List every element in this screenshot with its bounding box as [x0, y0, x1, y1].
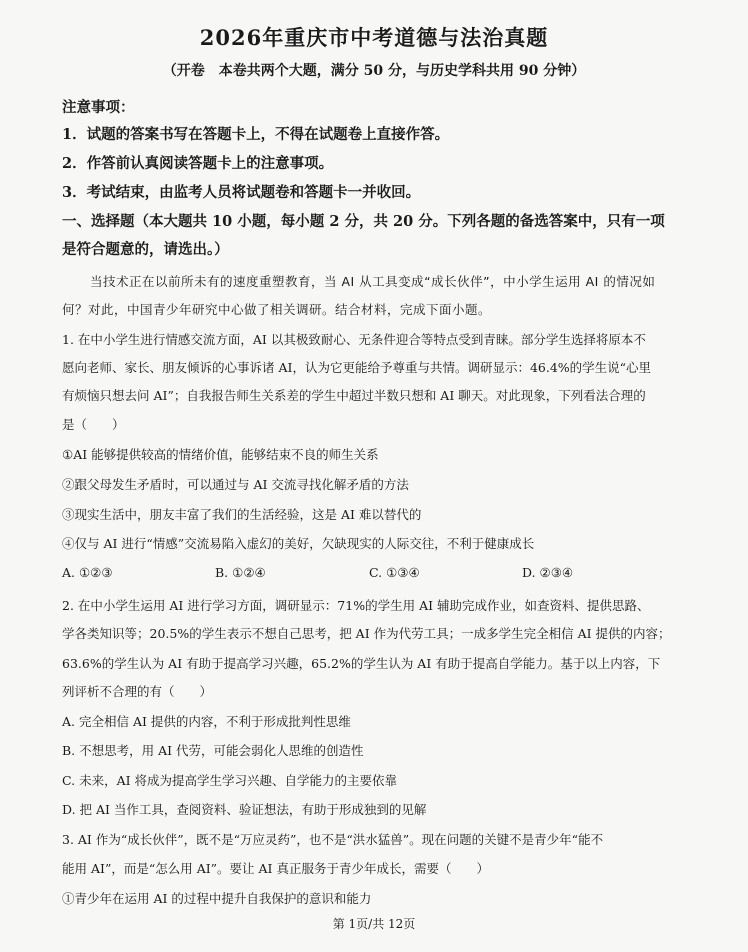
- question-stem: 有烦恼只想去问 AI”；自我报告师生关系差的学生中超过半数只想和 AI 聊天。对此现象，下列看法合理的: [62, 388, 646, 403]
- intro-text: 当技术正在以前所未有的速度重塑教育，当 AI 从工具变成“成长伙伴”，中小学生运用 AI 的情况如: [90, 274, 656, 289]
- option-d[interactable]: D. ②③④: [522, 565, 574, 580]
- page-title: 2026年重庆市中考道德与法治真题: [199, 25, 549, 50]
- option-c[interactable]: C. 未来，AI 将成为提高学生学习兴趣、自学能力的主要依靠: [62, 773, 398, 788]
- notice-item: 2．作答前认真阅读答题卡上的注意事项。: [62, 155, 334, 172]
- question-stem: 是（ ）: [62, 417, 125, 432]
- option-b[interactable]: B. 不想思考，用 AI 代劳，可能会弱化人思维的创造性: [62, 743, 364, 758]
- question-stem: 2. 在中小学生运用 AI 进行学习方面，调研显示：71%的学生用 AI 辅助完成作业，如查资料、提供思路、: [62, 598, 650, 613]
- question-stem: 学各类知识等；20.5%的学生表示不想自己思考，把 AI 作为代劳工具；一成多学生完全相信 AI 提供的内容；: [62, 626, 671, 641]
- section-heading: 一、选择题（本大题共 10 小题，每小题 2 分，共 20 分。下列各题的备选答案中，只有一项: [62, 213, 665, 230]
- question-stem: 1. 在中小学生进行情感交流方面，AI 以其极致耐心、无条件迎合等特点受到青睐。部分学生选择将原本不: [62, 332, 646, 347]
- statement: ③现实生活中，朋友丰富了我们的生活经验，这是 AI 难以替代的: [62, 507, 422, 522]
- question-stem: 3. AI 作为“成长伙伴”，既不是“万应灵药”，也不是“洪水猛兽”。现在问题的关键不是青少年“能不: [62, 832, 604, 847]
- option-d[interactable]: D. 把 AI 当作工具，查阅资料、验证想法，有助于形成独到的见解: [62, 802, 427, 817]
- intro-text: 何？对此，中国青少年研究中心做了相关调研。结合材料，完成下面小题。: [62, 302, 492, 317]
- question-stem: 63.6%的学生认为 AI 有助于提高学习兴趣，65.2%的学生认为 AI 有助于提高自学能力。基于以上内容，下: [62, 656, 661, 671]
- question-stem: 能用 AI”，而是“怎么用 AI”。要让 AI 真正服务于青少年成长，需要（ ）: [62, 861, 489, 876]
- page-number: 第 1页/共 12页: [332, 917, 416, 931]
- statement: ①青少年在运用 AI 的过程中提升自我保护的意识和能力: [62, 891, 372, 906]
- exam-subtitle: （开卷 本卷共两个大题，满分 50 分，与历史学科共用 90 分钟）: [162, 63, 586, 79]
- option-a[interactable]: A. ①②③: [62, 565, 113, 580]
- statement: ④仅与 AI 进行“情感”交流易陷入虚幻的美好，欠缺现实的人际交往，不利于健康成长: [62, 536, 535, 551]
- statement: ②跟父母发生矛盾时，可以通过与 AI 交流寻找化解矛盾的方法: [62, 477, 409, 492]
- option-c[interactable]: C. ①③④: [369, 565, 420, 580]
- notice-item: 3．考试结束，由监考人员将试题卷和答题卡一并收回。: [62, 184, 421, 201]
- notice-heading: 注意事项：: [62, 99, 135, 116]
- option-b[interactable]: B. ①②④: [215, 565, 266, 580]
- question-stem: 愿向老师、家长、朋友倾诉的心事诉诸 AI，认为它更能给予尊重与共情。调研显示：46.4%的学生说“心里: [62, 360, 652, 375]
- question-stem: 列评析不合理的有（ ）: [62, 684, 213, 699]
- statement: ①AI 能够提供较高的情绪价值，能够结束不良的师生关系: [62, 447, 379, 462]
- section-heading: 是符合题意的，请选出。）: [62, 241, 229, 258]
- option-a[interactable]: A. 完全相信 AI 提供的内容，不利于形成批判性思维: [62, 714, 351, 729]
- notice-item: 1．试题的答案书写在答题卡上，不得在试题卷上直接作答。: [62, 126, 450, 143]
